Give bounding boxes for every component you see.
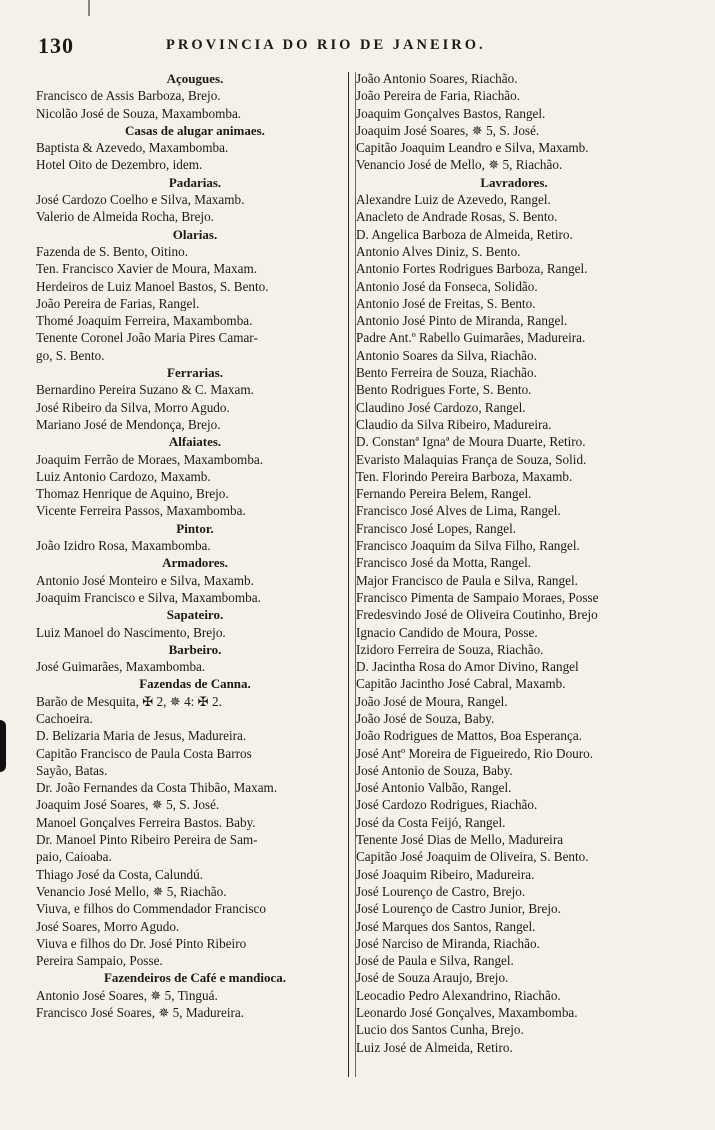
section-heading: Ferrarias. <box>167 365 223 381</box>
directory-entry <box>36 693 354 728</box>
entry-continuation: go, S. Bento. <box>36 347 105 363</box>
directory-entry: Fredesvindo José de Oliveira Coutinho, Brejo <box>356 607 598 623</box>
entry-line: Tenente Coronel João Maria Pires Camar- <box>36 330 258 346</box>
directory-entry: José Lourenço de Castro Junior, Brejo. <box>356 901 561 917</box>
directory-entry <box>36 900 354 935</box>
directory-entry: Evaristo Malaquias França de Souza, Solid. <box>356 451 587 467</box>
directory-entry: José Antº Moreira de Figueiredo, Rio Douro. <box>356 745 594 761</box>
entry-line: Dr. Manoel Pinto Ribeiro Pereira de Sam- <box>36 832 258 848</box>
directory-entry: Antonio José Soares, ✵ 5, Tinguá. <box>36 987 218 1003</box>
directory-entry: Mariano José de Mendonça, Brejo. <box>36 416 221 432</box>
directory-entry: João Pereira de Faria, Riachão. <box>356 88 521 104</box>
directory-entry: D. Jacintha Rosa do Amor Divino, Rangel <box>356 659 579 675</box>
directory-entry: Izidoro Ferreira de Souza, Riachão. <box>356 641 544 657</box>
directory-entry: João Antonio Soares, Riachão. <box>356 71 518 86</box>
directory-entry: Francisco de Assis Barboza, Brejo. <box>36 88 221 104</box>
directory-entry: Joaquim Ferrão de Moraes, Maxambomba. <box>36 451 264 467</box>
directory-entry: D. Belizaria Maria de Jesus, Madureira. <box>36 728 247 744</box>
section-heading: Casas de alugar animaes. <box>125 122 265 138</box>
directory-entry: Claudio da Silva Ribeiro, Madureira. <box>356 416 552 432</box>
directory-entry: José Guimarães, Maxambomba. <box>36 659 206 675</box>
directory-entry: Claudino José Cardozo, Rangel. <box>356 399 526 415</box>
directory-entry: Ignacio Candido de Moura, Posse. <box>356 624 538 640</box>
directory-entry: Francisco José Lopes, Rangel. <box>356 520 517 536</box>
directory-entry: Tenente José Dias de Mello, Madureira <box>356 832 564 848</box>
directory-entry: Francisco Joaquim da Silva Filho, Rangel. <box>356 538 580 554</box>
directory-entry: D. Angelica Barboza de Almeida, Retiro. <box>356 226 573 242</box>
section-heading: Barbeiro. <box>168 641 222 657</box>
section-heading: Olarias. <box>172 226 218 242</box>
entry-continuation: Cachoeira. <box>36 710 93 726</box>
directory-entry: Valerio de Almeida Rocha, Brejo. <box>36 209 214 225</box>
page-number: 130 <box>38 33 74 58</box>
section-heading: Fazendas de Canna. <box>139 676 251 692</box>
entry-continuation: José Soares, Morro Agudo. <box>36 918 180 934</box>
section-heading: Pintor. <box>176 520 214 536</box>
directory-entry: Bento Ferreira de Souza, Riachão. <box>356 365 537 381</box>
paper-mark <box>88 0 90 16</box>
directory-entry <box>36 831 354 866</box>
directory-entry: José de Souza Araujo, Brejo. <box>356 970 509 986</box>
directory-entry: Vicente Ferreira Passos, Maxambomba. <box>36 503 246 519</box>
entry-continuation: paio, Caioaba. <box>36 849 112 865</box>
directory-entry: Luiz Antonio Cardozo, Maxamb. <box>36 468 211 484</box>
entry-line: Viuva e filhos do Dr. José Pinto Ribeiro <box>36 935 247 951</box>
directory-entry: Thiago José da Costa, Calundú. <box>36 866 204 882</box>
right-column <box>356 70 672 1070</box>
entry-line: Viuva, e filhos do Commendador Francisco <box>36 901 266 917</box>
directory-entry: José da Costa Feijó, Rangel. <box>356 814 506 830</box>
directory-entry: Venancio José de Mello, ✵ 5, Riachão. <box>356 157 563 173</box>
directory-entry: Antonio Soares da Silva, Riachão. <box>356 347 537 363</box>
directory-entry: Antonio José de Freitas, S. Bento. <box>356 295 536 311</box>
directory-entry: Francisco Pimenta de Sampaio Moraes, Posse <box>356 589 599 605</box>
directory-entry: Leocadio Pedro Alexandrino, Riachão. <box>356 987 561 1003</box>
running-title: PROVINCIA DO RIO DE JANEIRO. <box>166 37 486 53</box>
directory-entry: Thomé Joaquim Ferreira, Maxambomba. <box>36 313 253 329</box>
directory-entry: José Cardozo Coelho e Silva, Maxamb. <box>36 192 245 208</box>
section-heading: Padarias. <box>168 174 222 190</box>
directory-entry: José Cardozo Rodrigues, Riachão. <box>356 797 538 813</box>
left-column <box>36 70 354 1070</box>
directory-entry: Francisco José Alves de Lima, Rangel. <box>356 503 561 519</box>
directory-entry: João José de Moura, Rangel. <box>356 693 508 709</box>
directory-entry: João Pereira de Farias, Rangel. <box>36 295 200 311</box>
directory-entry: Antonio Fortes Rodrigues Barboza, Rangel. <box>356 261 588 277</box>
directory-entry: Joaquim José Soares, ✵ 5, S. José. <box>356 122 540 138</box>
section-heading: Fazendeiros de Café e mandioca. <box>103 970 287 986</box>
directory-entry: Ten. Florindo Pereira Barboza, Maxamb. <box>356 468 573 484</box>
directory-entry: Bento Rodrigues Forte, S. Bento. <box>356 382 532 398</box>
section-heading: Armadores. <box>162 555 228 571</box>
directory-entry: Francisco José da Motta, Rangel. <box>356 555 532 571</box>
directory-entry: Fernando Pereira Belem, Rangel. <box>356 486 532 502</box>
directory-entry: Herdeiros de Luiz Manoel Bastos, S. Bento. <box>36 278 269 294</box>
directory-entry: Manoel Gonçalves Ferreira Bastos. Baby. <box>36 814 256 830</box>
directory-entry <box>36 935 354 970</box>
directory-entry: João José de Souza, Baby. <box>356 710 495 726</box>
directory-entry: Thomaz Henrique de Aquino, Brejo. <box>36 486 229 502</box>
directory-entry: Antonio Alves Diniz, S. Bento. <box>356 243 521 259</box>
directory-entry: José de Paula e Silva, Rangel. <box>356 953 514 969</box>
directory-entry: Capitão José Joaquim de Oliveira, S. Bento. <box>356 849 589 865</box>
directory-entry: Alexandre Luiz de Azevedo, Rangel. <box>356 192 551 208</box>
directory-entry: José Joaquim Ribeiro, Madureira. <box>356 866 535 882</box>
directory-entry: José Lourenço de Castro, Brejo. <box>356 883 526 899</box>
directory-entry: Luiz José de Almeida, Retiro. <box>356 1039 513 1055</box>
directory-entry: Capitão Jacintho José Cabral, Maxamb. <box>356 676 566 692</box>
directory-entry: Joaquim Gonçalves Bastos, Rangel. <box>356 105 546 121</box>
entry-continuation: Pereira Sampaio, Posse. <box>36 953 163 969</box>
directory-entry: José Antonio de Souza, Baby. <box>356 762 513 778</box>
section-heading: Lavradores. <box>480 174 548 190</box>
directory-entry: José Narciso de Miranda, Riachão. <box>356 935 540 951</box>
directory-entry: Fazenda de S. Bento, Oitino. <box>36 243 188 259</box>
entry-line: Barão de Mesquita, ✠ 2, ✵ 4: ✠ 2. <box>36 693 222 709</box>
ink-blot <box>0 720 6 772</box>
directory-entry: João Izidro Rosa, Maxambomba. <box>36 538 211 554</box>
directory-entry: Nicolão José de Souza, Maxambomba. <box>36 105 242 121</box>
section-heading: Açougues. <box>166 71 224 86</box>
page-header <box>38 33 688 59</box>
directory-entry: Baptista & Azevedo, Maxambomba. <box>36 140 229 156</box>
directory-entry: Major Francisco de Paula e Silva, Rangel. <box>356 572 578 588</box>
directory-entry: D. Constanª Ignaª de Moura Duarte, Retiro. <box>356 434 586 450</box>
directory-entry: Hotel Oito de Dezembro, idem. <box>36 157 203 173</box>
section-heading: Sapateiro. <box>166 607 224 623</box>
directory-entry: Venancio José Mello, ✵ 5, Riachão. <box>36 883 227 899</box>
directory-entry: Antonio José Monteiro e Silva, Maxamb. <box>36 572 254 588</box>
entry-continuation: Sayão, Batas. <box>36 762 108 778</box>
directory-entry: José Ribeiro da Silva, Morro Agudo. <box>36 399 230 415</box>
section-heading: Alfaiates. <box>168 434 222 450</box>
directory-entry: Padre Ant.º Rabello Guimarães, Madureira. <box>356 330 586 346</box>
directory-entry: José Marques dos Santos, Rangel. <box>356 918 536 934</box>
entry-line: Capitão Francisco de Paula Costa Barros <box>36 745 252 761</box>
directory-entry: Francisco José Soares, ✵ 5, Madureira. <box>36 1005 245 1021</box>
directory-entry: João Rodrigues de Mattos, Boa Esperança. <box>356 728 582 744</box>
directory-entry: Ten. Francisco Xavier de Moura, Maxam. <box>36 261 257 277</box>
directory-entry <box>36 329 354 364</box>
directory-entry: Joaquim Francisco e Silva, Maxambomba. <box>36 589 261 605</box>
directory-entry: Luiz Manoel do Nascimento, Brejo. <box>36 624 226 640</box>
directory-entry: Anacleto de Andrade Rosas, S. Bento. <box>356 209 558 225</box>
directory-entry: Bernardino Pereira Suzano & C. Maxam. <box>36 382 254 398</box>
directory-entry: Antonio José Pinto de Miranda, Rangel. <box>356 313 568 329</box>
directory-entry <box>36 745 354 780</box>
directory-entry: Leonardo José Gonçalves, Maxambomba. <box>356 1005 578 1021</box>
directory-entry: José Antonio Valbão, Rangel. <box>356 780 512 796</box>
directory-entry: Dr. João Fernandes da Costa Thibão, Maxam. <box>36 780 278 796</box>
directory-entry: Joaquim José Soares, ✵ 5, S. José. <box>36 797 220 813</box>
directory-entry: Antonio José da Fonseca, Solidão. <box>356 278 538 294</box>
directory-entry: Capitão Joaquim Leandro e Silva, Maxamb. <box>356 140 589 156</box>
directory-entry: Lucio dos Santos Cunha, Brejo. <box>356 1022 524 1038</box>
